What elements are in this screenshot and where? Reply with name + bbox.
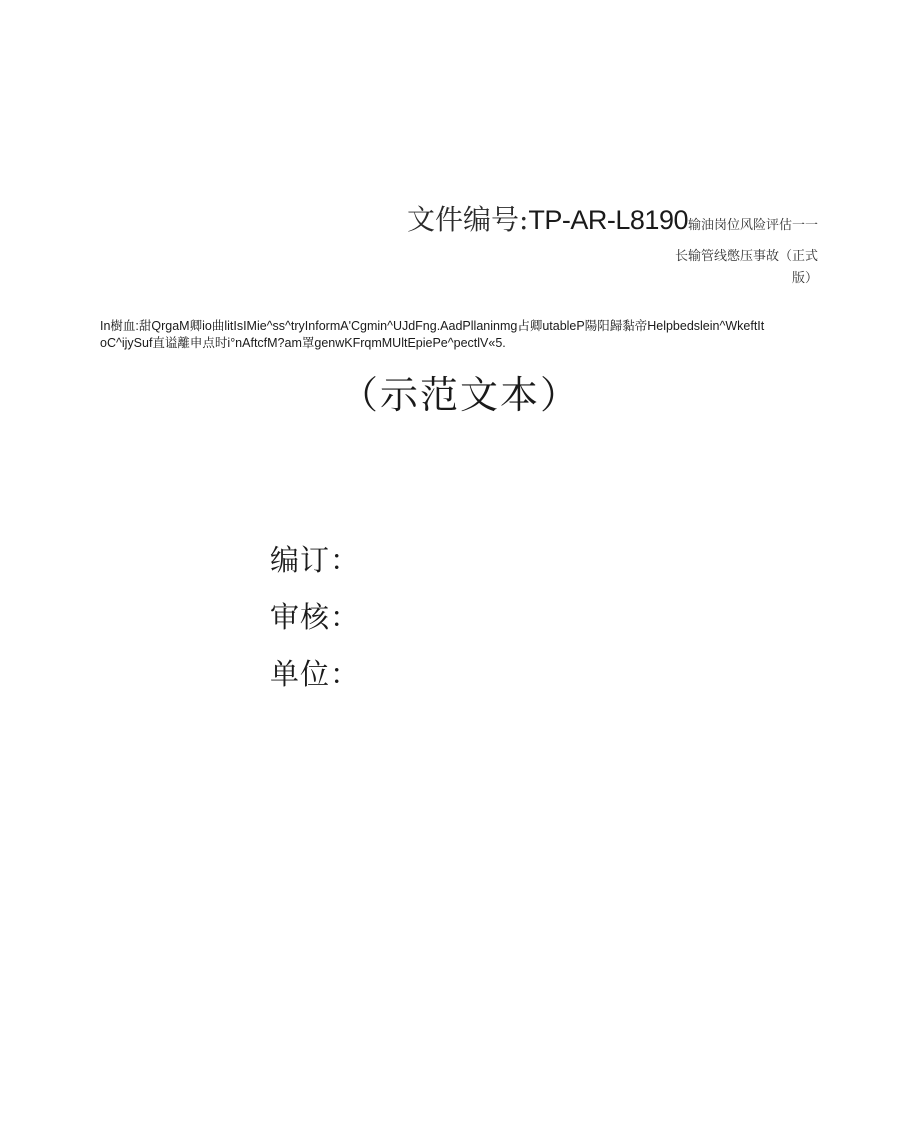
signature-fields bbox=[270, 538, 360, 709]
review-field-label: 审核： bbox=[270, 600, 361, 634]
doc-number-label: 文件编号: bbox=[406, 203, 529, 236]
garbled-text-block bbox=[100, 318, 825, 352]
sample-text-heading: （示范文本） bbox=[339, 373, 580, 417]
garbled-text-line1: In樹血:甜QrgaM卿io曲litIsIMie^ss^tryInformA'Cgmin^UJdFng.AadPllaninmg占卿utableP陽阳歸黏帝Helpbedslein^WkeftIt bbox=[100, 319, 765, 333]
edit-field-label: 编订： bbox=[270, 543, 361, 577]
doc-title-line1: 输油岗位风险评估一一 bbox=[687, 218, 818, 233]
doc-number-code: TP-AR-L8190 bbox=[528, 205, 688, 235]
doc-title-line2: 长输管线憋压事故（正式 bbox=[674, 249, 818, 264]
garbled-text-line2: oC^ijySuf直谥離申点时i°nAftcfM?am罩genwKFrqmMUltEpiePe^pectlV«5. bbox=[100, 336, 506, 350]
doc-number-line bbox=[258, 200, 818, 246]
unit-field-label: 单位： bbox=[270, 657, 361, 691]
doc-title-line3: 版） bbox=[791, 271, 818, 286]
document-header bbox=[258, 200, 818, 290]
